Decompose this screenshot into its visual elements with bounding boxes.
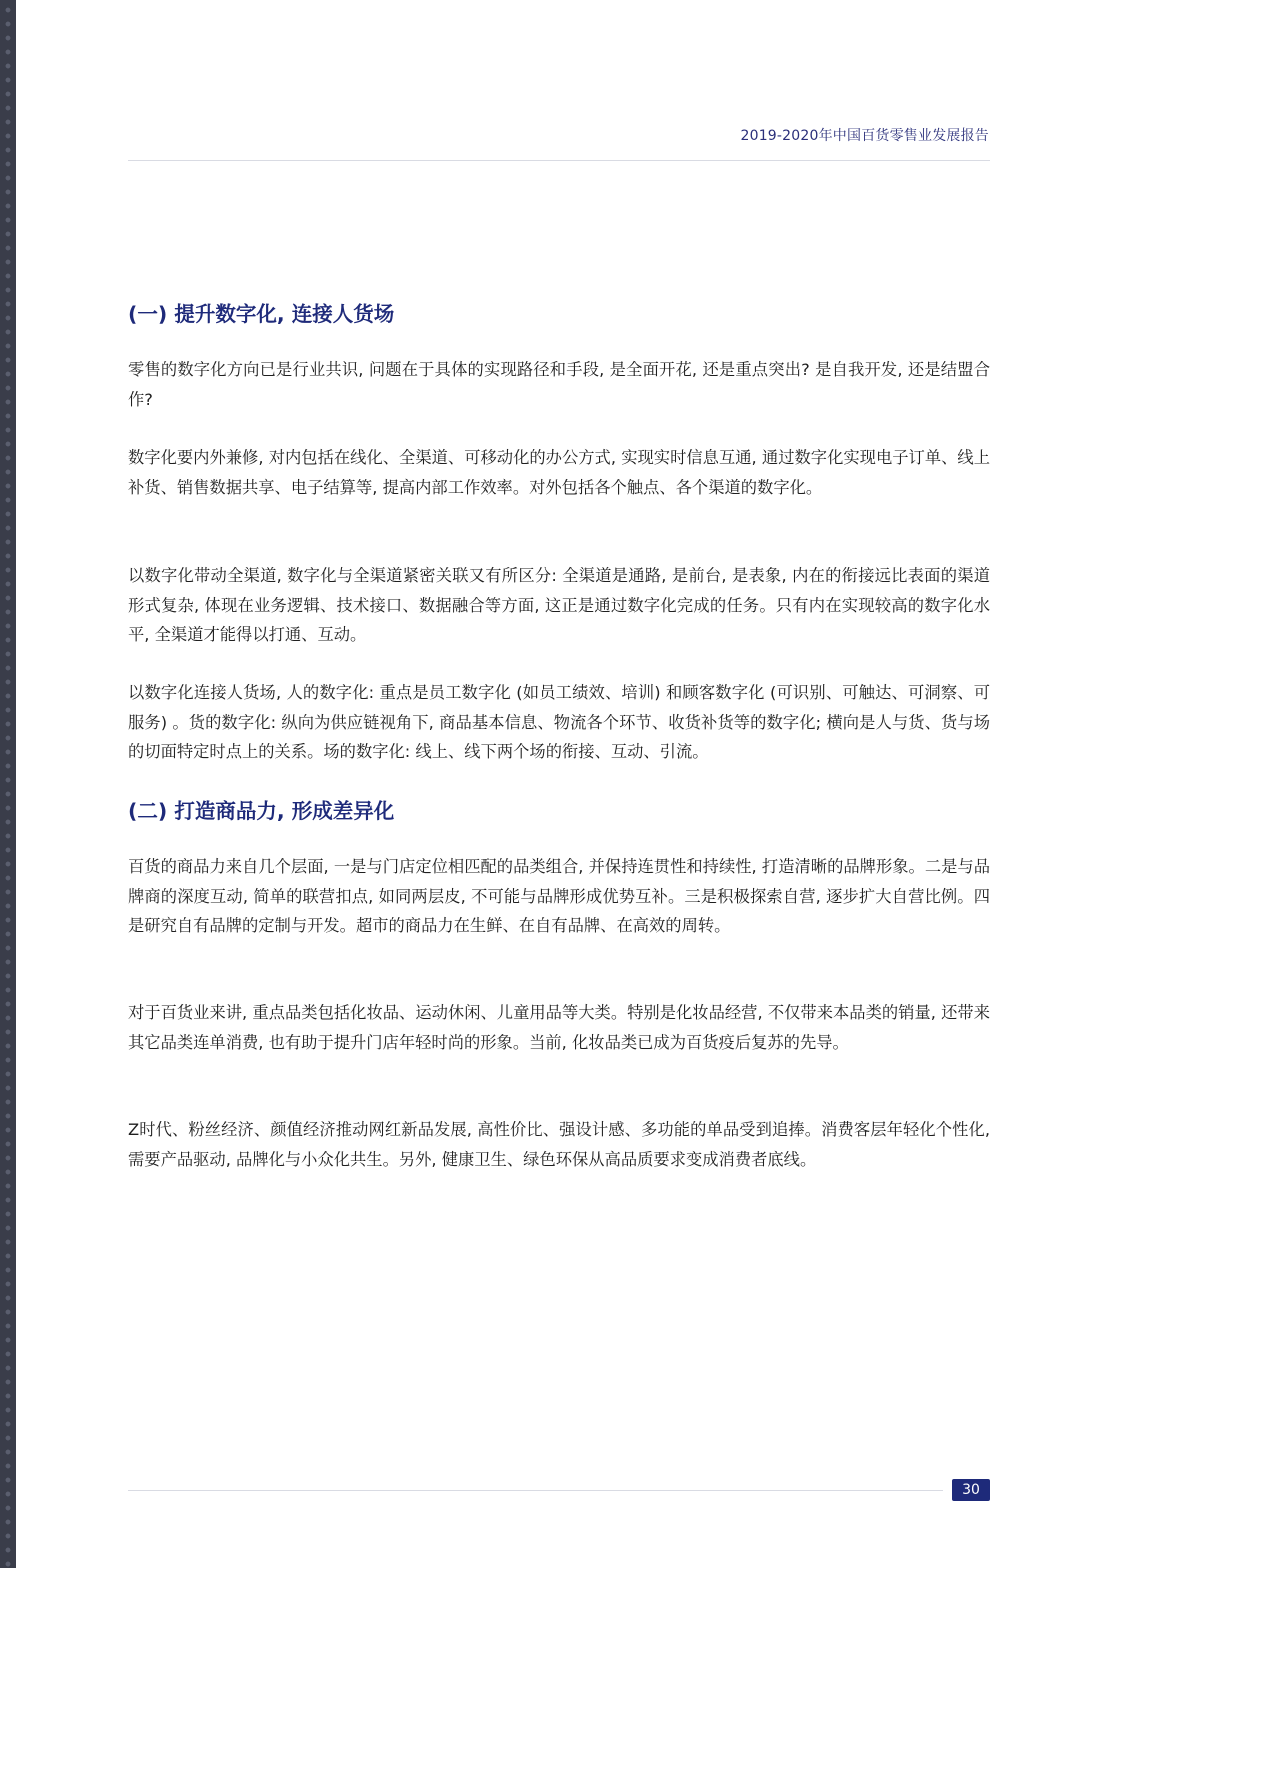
paragraph: 数字化要内外兼修, 对内包括在线化、全渠道、可移动化的办公方式, 实现实时信息互通, 通过数字化实现电子订单、线上补货、销售数据共享、电子结算等, 提高内部工作效率。对外包括各个触点、各个渠道的数字化。 [128,448,990,497]
section-heading-2: (二) 打造商品力, 形成差异化 [128,799,395,823]
paragraph: 以数字化连接人货场, 人的数字化: 重点是员工数字化 (如员工绩效、培训) 和顾客数字化 (可识别、可触达、可洞察、可服务) 。货的数字化: 纵向为供应链视角下, 商品基本信息、物流各个环节、收货补货等的数字化; 横向是人与货、货与场的切面特定时点上的关系。场的数字化: 线上、线下两个场的衔接、互动、引流。 [128,683,990,761]
section-heading-1: (一) 提升数字化, 连接人货场 [128,302,395,326]
paragraph: 百货的商品力来自几个层面, 一是与门店定位相匹配的品类组合, 并保持连贯性和持续性, 打造清晰的品牌形象。二是与品牌商的深度互动, 简单的联营扣点, 如同两层皮, 不可能与品牌形成优势互补。三是积极探索自营, 逐步扩大自营比例。四是研究自有品牌的定制与开发。超市的商品力在生鲜、在自有品牌、在高效的周转。 [128,857,990,935]
binding-spine [0,0,16,1568]
report-title: 2019-2020年中国百货零售业发展报告 [740,128,989,144]
paragraph: 零售的数字化方向已是行业共识, 问题在于具体的实现路径和手段, 是全面开花, 还是重点突出? 是自我开发, 还是结盟合作? [128,360,990,409]
header-divider [128,160,990,161]
paragraph: 以数字化带动全渠道, 数字化与全渠道紧密关联又有所区分: 全渠道是通路, 是前台, 是表象, 内在的衔接远比表面的渠道形式复杂, 体现在业务逻辑、技术接口、数据融合等方面, 这正是通过数字化完成的任务。只有内在实现较高的数字化水平, 全渠道才能得以打通、互动。 [128,566,990,644]
page-number-badge: 30 [952,1479,990,1501]
footer-divider [128,1490,943,1491]
paragraph: Z时代、粉丝经济、颜值经济推动网红新品发展, 高性价比、强设计感、多功能的单品受到追捧。消费客层年轻化个性化, 需要产品驱动, 品牌化与小众化共生。另外, 健康卫生、绿色环保从高品质要求变成消费者底线。 [128,1120,990,1169]
paragraph: 对于百货业来讲, 重点品类包括化妆品、运动休闲、儿童用品等大类。特别是化妆品经营, 不仅带来本品类的销量, 还带来其它品类连单消费, 也有助于提升门店年轻时尚的形象。当前, 化妆品类已成为百货疫后复苏的先导。 [128,1003,990,1052]
